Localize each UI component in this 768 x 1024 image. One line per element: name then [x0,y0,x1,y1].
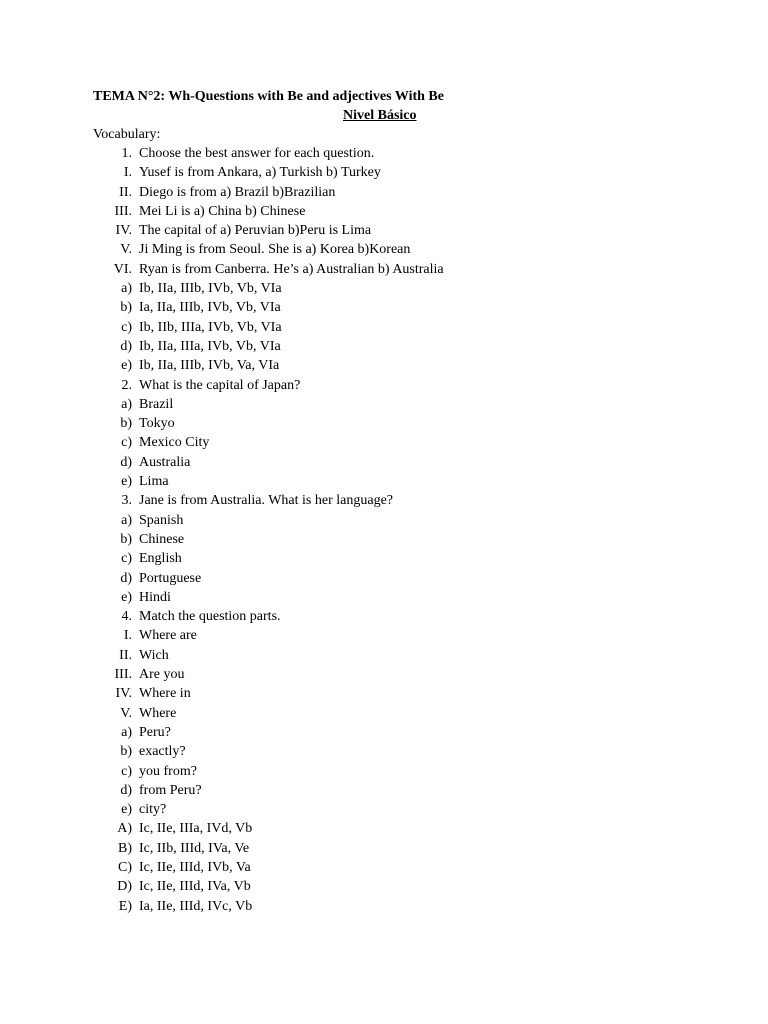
item-text: Mei Li is a) China b) Chinese [139,203,306,219]
option-text: Ib, IIa, IIIa, IVb, Vb, VIa [139,338,281,354]
part-text: city? [139,802,167,818]
question-text: Jane is from Australia. What is her language? [139,493,393,509]
option-marker: e) [121,474,132,490]
item-marker: I. [123,628,132,644]
answer-option [0,395,768,414]
question-1 [0,144,768,376]
option-marker: b) [120,416,132,432]
part-text: exactly? [139,744,186,760]
item-marker: V. [120,242,132,258]
answer-option [0,549,768,568]
roman-item [0,684,768,703]
question-text: What is the capital of Japan? [139,377,301,393]
answer-option [0,511,768,530]
answer-option [0,414,768,433]
option-marker: C) [118,859,132,875]
question-heading [0,607,768,626]
item-text: Yusef is from Ankara, a) Turkish b) Turkey [139,165,381,181]
option-marker: a) [121,281,132,297]
item-text: Are you [139,667,185,683]
option-text: Chinese [139,531,185,547]
option-text: Tokyo [139,416,175,432]
answer-option [0,858,768,877]
option-marker: c) [121,551,132,567]
item-text: Ryan is from Canberra. He’s a) Australian b) Australia [139,261,444,277]
question-heading [0,491,768,510]
answer-option [0,472,768,491]
answer-option [0,433,768,452]
document-subtitle: Nivel Básico [343,108,417,123]
option-marker: d) [120,454,132,470]
option-text: Lima [139,474,169,490]
question-list [0,144,768,916]
roman-item [0,704,768,723]
answer-option [0,337,768,356]
answer-option [0,569,768,588]
option-marker: B) [118,840,132,856]
question-number: 1. [121,146,132,161]
option-text: Ib, IIa, IIIb, IVb, Va, VIa [139,358,280,374]
match-part [0,723,768,742]
option-marker: E) [118,898,132,914]
roman-item [0,221,768,240]
roman-item [0,183,768,202]
option-text: Australia [139,454,191,470]
item-text: Diego is from a) Brazil b)Brazilian [139,184,336,200]
part-marker: e) [121,802,132,818]
item-marker: II. [119,184,132,200]
question-3 [0,491,768,607]
roman-item [0,626,768,645]
item-marker: IV. [115,223,132,239]
item-marker: III. [114,667,132,683]
answer-option [0,356,768,375]
answer-option [0,318,768,337]
answer-option [0,839,768,858]
vocabulary-label: Vocabulary: [93,127,161,142]
answer-option [0,897,768,916]
roman-item [0,163,768,182]
answer-option [0,819,768,838]
option-text: Ia, IIe, IIId, IVc, Vb [139,898,253,914]
item-marker: IV. [115,686,132,702]
option-text: Mexico City [139,435,210,451]
match-part [0,762,768,781]
item-marker: I. [123,165,132,181]
option-text: Ic, IIe, IIId, IVb, Va [139,859,251,875]
option-marker: b) [120,531,132,547]
roman-item [0,646,768,665]
match-part [0,742,768,761]
option-marker: D) [117,879,132,895]
match-part [0,781,768,800]
question-heading [0,144,768,163]
question-text: Choose the best answer for each question. [139,146,375,161]
item-marker: VI. [113,261,132,277]
question-number: 2. [121,377,132,393]
answer-option [0,453,768,472]
option-marker: c) [121,435,132,451]
part-marker: c) [121,763,132,779]
option-text: Ib, IIb, IIIa, IVb, Vb, VIa [139,319,282,335]
question-number: 4. [121,609,132,625]
question-2 [0,376,768,492]
option-marker: e) [121,358,132,374]
item-text: Ji Ming is from Seoul. She is a) Korea b)Korean [139,242,411,258]
option-text: Brazil [139,396,174,412]
option-marker: a) [121,512,132,528]
item-marker: III. [114,203,132,219]
match-part [0,800,768,819]
roman-item [0,202,768,221]
answer-option [0,877,768,896]
part-marker: d) [120,782,132,798]
roman-item [0,665,768,684]
part-text: from Peru? [139,782,202,798]
answer-option [0,298,768,317]
part-text: you from? [139,763,197,779]
option-text: English [139,551,182,567]
option-text: Ib, IIa, IIIb, IVb, Vb, VIa [139,281,282,297]
roman-item [0,260,768,279]
part-text: Peru? [139,724,171,740]
option-text: Ic, IIe, IIIa, IVd, Vb [139,821,253,837]
item-text: Where [139,705,177,721]
option-text: Portuguese [139,570,202,586]
item-marker: V. [120,705,132,721]
option-text: Ia, IIa, IIIb, IVb, Vb, VIa [139,300,281,316]
question-4 [0,607,768,916]
option-marker: d) [120,338,132,354]
option-text: Ic, IIe, IIId, IVa, Vb [139,879,251,895]
option-marker: d) [120,570,132,586]
answer-option [0,588,768,607]
option-marker: A) [117,821,132,837]
option-text: Spanish [139,512,184,528]
part-marker: a) [121,724,132,740]
item-marker: II. [119,647,132,663]
question-text: Match the question parts. [139,609,281,625]
option-marker: e) [121,589,132,605]
answer-option [0,530,768,549]
item-text: The capital of a) Peruvian b)Peru is Lima [139,223,372,239]
option-text: Ic, IIb, IIId, IVa, Ve [139,840,250,856]
roman-item [0,240,768,259]
item-text: Wich [139,647,169,663]
part-marker: b) [120,744,132,760]
item-text: Where in [139,686,191,702]
question-heading [0,376,768,395]
document-title: TEMA N°2: Wh-Questions with Be and adjectives With Be [93,89,444,104]
option-marker: c) [121,319,132,335]
answer-option [0,279,768,298]
option-marker: b) [120,300,132,316]
option-text: Hindi [139,589,171,605]
question-number: 3. [121,493,132,509]
option-marker: a) [121,396,132,412]
item-text: Where are [139,628,197,644]
